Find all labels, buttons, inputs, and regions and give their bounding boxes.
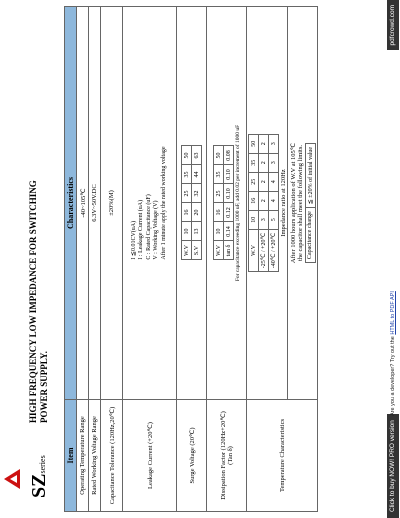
temp-char-label: Temperature Characteristics (247, 400, 318, 512)
temp-char-value (247, 7, 288, 400)
col-item-header: Item (65, 400, 77, 512)
temp-char-table (248, 134, 279, 273)
surge-value (177, 7, 207, 400)
table-row: -40℃ / +20℃ 5 4 4 3 3 (269, 134, 279, 272)
row-temp-char (247, 7, 288, 512)
table-row: Capacitance change ≦ ±20% of initial value (305, 143, 315, 262)
table-row: -25℃ / +20℃ 3 2 2 2 2 (259, 134, 269, 272)
load-life-table (305, 143, 316, 263)
leakage-label: Leakage Current (+20℃) (123, 400, 177, 512)
buy-pro-link[interactable]: Click to buy NOW! PRO version (387, 414, 399, 518)
table-row: S.V 13 20 32 44 63 (192, 146, 202, 260)
impedance-note: Impedance ratio at 120Hz (280, 169, 287, 237)
header (0, 0, 62, 518)
api-link[interactable]: HTML to PDF API (390, 291, 396, 335)
rated-volt-value: 6.3V~50V.DC (89, 7, 101, 400)
pdfcrowd-link[interactable]: pdfcrowd.com (387, 0, 399, 50)
dissipation-table (213, 146, 234, 261)
surge-label: Surge Voltage (20℃) (177, 400, 207, 512)
banner-text: Are you a developer? Try out the HTML to PDF API (390, 291, 396, 416)
table-header-row (65, 7, 77, 512)
row-op-temp (77, 7, 89, 512)
dissipation-value (207, 7, 247, 400)
table-row: W.V 10 16 25 35 50 (214, 146, 224, 260)
table-row: W.V 10 16 25 35 50 (182, 146, 192, 260)
cap-tol-label: Capacitance Tolerance (120Hz,20℃) (101, 400, 123, 512)
rated-volt-label: Rated Working Voltage Range (89, 400, 101, 512)
row-rated-volt (89, 7, 101, 512)
pdfcrowd-banner (387, 0, 400, 518)
row-dissipation (207, 7, 247, 512)
dissipation-label: Dissipation Factor (120Hz+20℃) (Tan δ) (207, 400, 247, 512)
dissipation-note: For capacitance exceeding 1000 uF, add 0.02 per increment of 1000 uF (235, 124, 241, 282)
op-temp-label: Operating Temperature Range (77, 400, 89, 512)
table-row: tan δ 0.14 0.12 0.10 0.10 0.08 (224, 146, 234, 260)
spec-table (64, 6, 318, 512)
leakage-formula: I ≦0.01CV(uA) I : Leakage Current (uA) C : Rated Capacitance (uF) V : Working Voltage (V) After 1 minute apply the rated working voltage (130, 146, 167, 260)
row-cap-tol (101, 7, 123, 512)
company-logo-icon (3, 468, 21, 490)
leakage-value (123, 7, 177, 400)
row-surge (177, 7, 207, 512)
title-line-1: HIGH FREQUENCY LOW IMPEDANCE FOR SWITCHING (28, 180, 38, 423)
title-line-2: POWER SUPPLY. (39, 351, 49, 423)
op-temp-value: -40~105℃ (77, 7, 89, 400)
series-name: SZseries (28, 455, 50, 498)
row-leakage (123, 7, 177, 512)
cap-tol-value: ±20%(M) (101, 7, 123, 400)
surge-table (181, 146, 202, 261)
table-row: W.V 10 16 25 35 50 (249, 134, 259, 272)
load-life-value: After 1000 hours application of W.V at 105℃ the capacitor shall meet the following limits. Capacitance change ≦ ±20% of initial value (288, 7, 318, 400)
col-char-header: Characteristics (65, 7, 77, 400)
